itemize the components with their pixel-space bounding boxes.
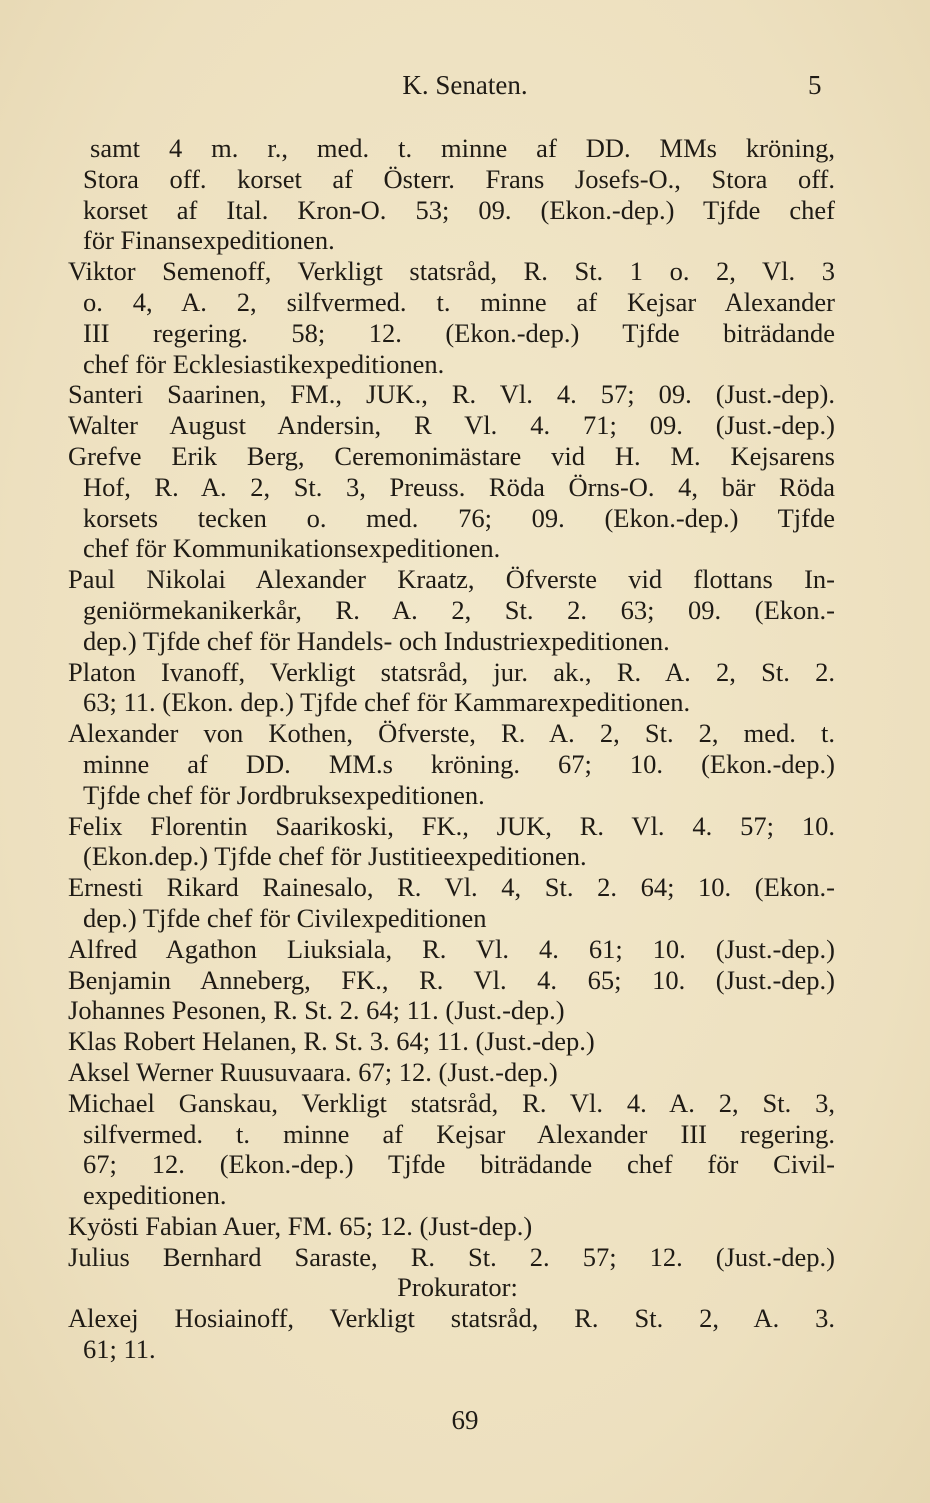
list-entry <box>68 564 835 656</box>
text-line: Paul Nikolai Alexander Kraatz, Öfverste vid flottans In- <box>68 564 835 595</box>
text-line: Felix Florentin Saarikoski, FK., JUK, R. Vl. 4. 57; 10. <box>68 810 835 841</box>
entry-list <box>68 133 835 1272</box>
text-line: Stora off. korset af Österr. Frans Josefs-O., Stora off. <box>83 163 835 194</box>
list-entry <box>68 410 835 441</box>
text-line: dep.) Tjfde chef för Civilexpeditionen <box>83 902 487 933</box>
text-line: Grefve Erik Berg, Ceremonimästare vid H. M. Kejsarens <box>68 440 835 471</box>
text-line: minne af DD. MM.s kröning. 67; 10. (Ekon.-dep.) <box>83 748 835 779</box>
text-line: Walter August Andersin, R Vl. 4. 71; 09. (Just.-dep.) <box>68 410 835 441</box>
text-line: silfvermed. t. minne af Kejsar Alexander III regering. <box>83 1118 835 1149</box>
text-line: geniörmekanikerkår, R. A. 2, St. 2. 63; 09. (Ekon.- <box>83 594 835 625</box>
list-entry <box>68 718 835 810</box>
text-line: Julius Bernhard Saraste, R. St. 2. 57; 12. (Just.-dep.) <box>68 1241 835 1272</box>
list-entry <box>68 1211 835 1242</box>
list-entry <box>68 872 835 934</box>
text-line: Hof, R. A. 2, St. 3, Preuss. Röda Örns-O. 4, bär Röda <box>83 471 835 502</box>
text-line: Ernesti Rikard Rainesalo, R. Vl. 4, St. 2. 64; 10. (Ekon.- <box>68 872 835 903</box>
text-line: o. 4, A. 2, silfvermed. t. minne af Kejsar Alexander <box>83 286 835 317</box>
list-entry <box>68 965 835 996</box>
list-entry <box>68 1088 835 1211</box>
text-line: 67; 12. (Ekon.-dep.) Tjfde biträdande chef för Civil- <box>83 1149 835 1180</box>
text-line: Alexander von Kothen, Öfverste, R. A. 2, St. 2, med. t. <box>68 718 835 749</box>
text-line: Tjfde chef för Jordbruksexpeditionen. <box>83 779 485 810</box>
text-line: Alexej Hosiainoff, Verkligt statsråd, R. St. 2, A. 3. <box>68 1303 835 1334</box>
list-entry <box>68 133 835 256</box>
text-line: 61; 11. <box>83 1334 156 1365</box>
section-heading: Prokurator: <box>397 1272 518 1303</box>
text-line: chef för Kommunikationsexpeditionen. <box>83 533 501 564</box>
body-text <box>68 133 835 1365</box>
page-number: 5 <box>808 70 822 100</box>
text-line: Alfred Agathon Liuksiala, R. Vl. 4. 61; 10. (Just.-dep.) <box>68 933 835 964</box>
list-entry <box>68 934 835 965</box>
list-entry <box>68 1303 835 1365</box>
text-line: Aksel Werner Ruusuvaara. 67; 12. (Just.-dep.) <box>68 1056 558 1087</box>
text-line: expeditionen. <box>83 1180 227 1211</box>
text-line: Santeri Saarinen, FM., JUK., R. Vl. 4. 57; 09. (Just.-dep). <box>68 379 835 410</box>
list-entry <box>68 1242 835 1273</box>
list-entry <box>68 1057 835 1088</box>
text-line: Johannes Pesonen, R. St. 2. 64; 11. (Just.-dep.) <box>68 995 565 1026</box>
text-line: Michael Ganskau, Verkligt statsråd, R. Vl. 4. A. 2, St. 3, <box>68 1087 835 1118</box>
text-line: Platon Ivanoff, Verkligt statsråd, jur. ak., R. A. 2, St. 2. <box>68 656 835 687</box>
text-line: dep.) Tjfde chef för Handels- och Industriexpeditionen. <box>83 625 670 656</box>
text-line: Kyösti Fabian Auer, FM. 65; 12. (Just-dep.) <box>68 1210 533 1241</box>
footer-page-number: 69 <box>451 1405 479 1435</box>
text-line: Viktor Semenoff, Verkligt statsråd, R. St. 1 o. 2, Vl. 3 <box>68 256 835 287</box>
list-entry <box>68 441 835 564</box>
text-line: för Finansexpeditionen. <box>83 225 335 256</box>
list-entry <box>68 256 835 379</box>
text-line: 63; 11. (Ekon. dep.) Tjfde chef för Kammarexpeditionen. <box>83 687 691 718</box>
list-entry <box>68 811 835 873</box>
text-line: III regering. 58; 12. (Ekon.-dep.) Tjfde biträdande <box>83 317 835 348</box>
list-entry <box>68 379 835 410</box>
text-line: Benjamin Anneberg, FK., R. Vl. 4. 65; 10. (Just.-dep.) <box>68 964 835 995</box>
running-head: K. Senaten. <box>402 70 528 100</box>
text-line: samt 4 m. r., med. t. minne af DD. MMs kröning, <box>90 133 835 163</box>
list-entry <box>68 1026 835 1057</box>
text-line: Klas Robert Helanen, R. St. 3. 64; 11. (Just.-dep.) <box>68 1026 595 1057</box>
list-entry <box>68 657 835 719</box>
entry-list <box>68 1303 835 1365</box>
text-line: korset af Ital. Kron-O. 53; 09. (Ekon.-dep.) Tjfde chef <box>83 194 835 225</box>
list-entry <box>68 995 835 1026</box>
text-line: chef för Ecklesiastikexpeditionen. <box>83 348 445 379</box>
text-line: korsets tecken o. med. 76; 09. (Ekon.-dep.) Tjfde <box>83 502 835 533</box>
text-line: (Ekon.dep.) Tjfde chef för Justitieexpeditionen. <box>83 841 587 872</box>
